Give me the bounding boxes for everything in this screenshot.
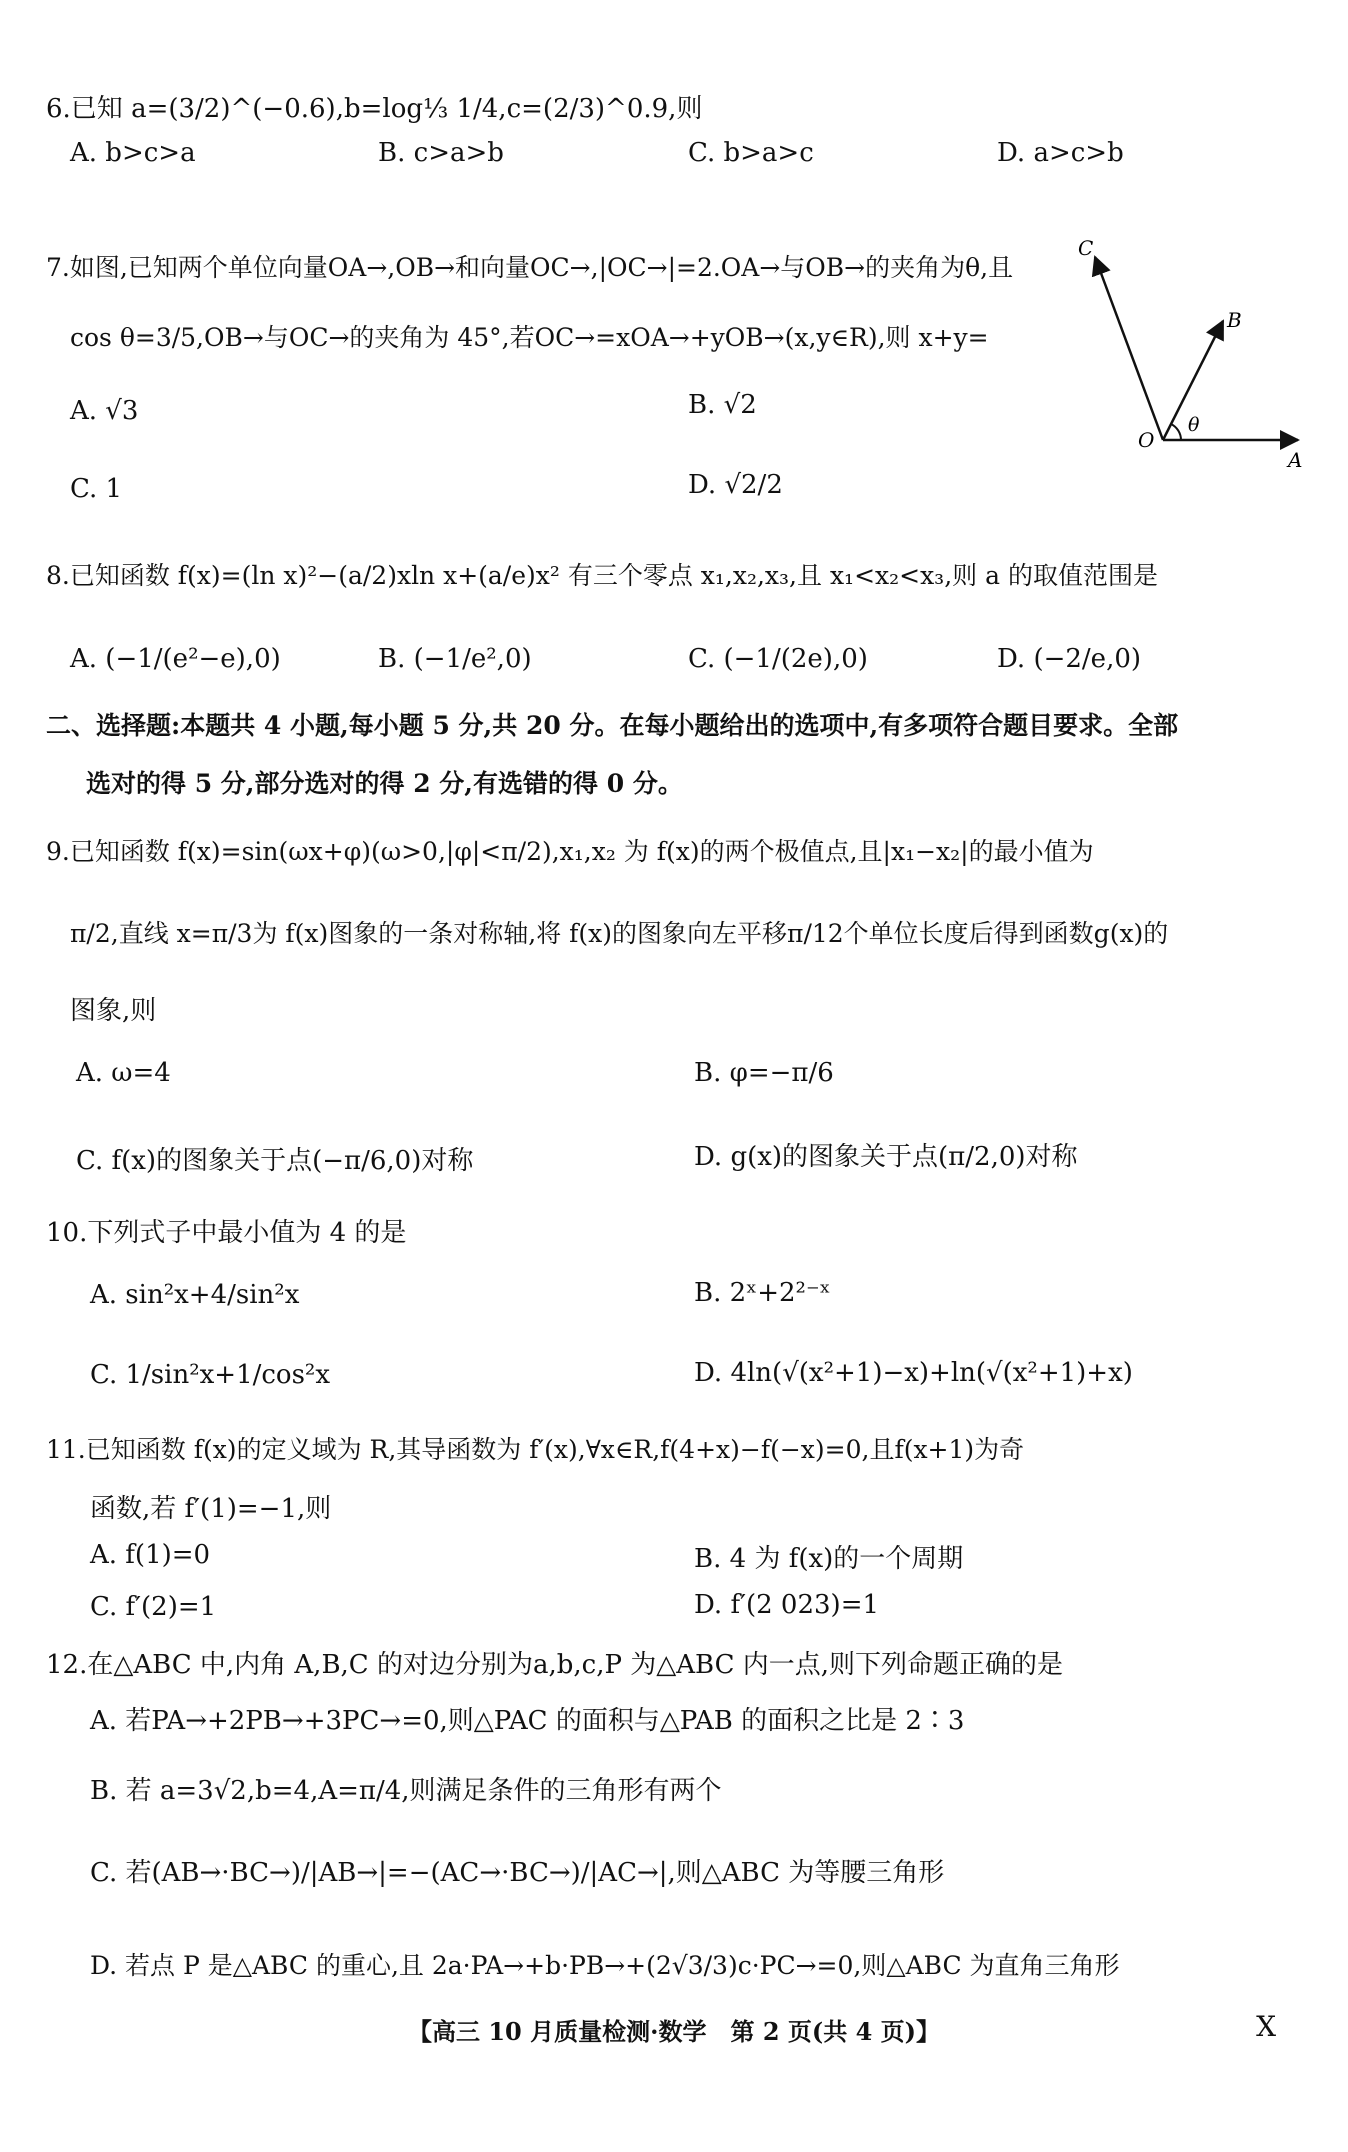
label-c: C	[1078, 236, 1094, 260]
q7-vector-figure	[1060, 235, 1320, 475]
label-o: O	[1138, 428, 1155, 452]
q8-option-b: B. (−1/e²,0)	[378, 644, 532, 674]
q8-option-c: C. (−1/(2e),0)	[688, 644, 868, 674]
theta-arc	[1171, 424, 1181, 440]
q9-line2: π/2,直线 x=π/3为 f(x)图象的一条对称轴,将 f(x)的图象向左平移π/12个单位长度后得到函数g(x)的	[70, 919, 1169, 948]
q10-stem: 10.下列式子中最小值为 4 的是	[46, 1218, 407, 1248]
q11-line2: 函数,若 f′(1)=−1,则	[90, 1494, 332, 1524]
q12-option-c: C. 若(AB→·BC→)/|AB→|=−(AC→·BC→)/|AC→|,则△ABC 为等腰三角形	[90, 1858, 945, 1888]
q11-option-a: A. f(1)=0	[90, 1540, 211, 1570]
page-footer: 【高三 10 月质量检测·数学 第 2 页(共 4 页)】	[408, 2017, 940, 2046]
q6-option-c: C. b>a>c	[688, 138, 814, 168]
q7-stem-line1: 7.如图,已知两个单位向量OA→,OB→和向量OC→,|OC→|=2.OA→与OB→的夹角为θ,且	[46, 253, 1014, 282]
q9-line3: 图象,则	[70, 996, 157, 1026]
q12-option-a: A. 若PA→+2PB→+3PC→=0,则△PAC 的面积与△PAB 的面积之比是 2∶3	[90, 1706, 965, 1736]
q11-option-d: D. f′(2 023)=1	[694, 1590, 880, 1620]
q9-option-d: D. g(x)的图象关于点(π/2,0)对称	[694, 1142, 1078, 1172]
q9-line1: 9.已知函数 f(x)=sin(ωx+φ)(ω>0,|φ|<π/2),x₁,x₂ 为 f(x)的两个极值点,且|x₁−x₂|的最小值为	[46, 837, 1094, 866]
q9-option-c: C. f(x)的图象关于点(−π/6,0)对称	[76, 1146, 474, 1176]
q6-option-b: B. c>a>b	[378, 138, 504, 168]
q10-option-c: C. 1/sin²x+1/cos²x	[90, 1360, 331, 1390]
q8-stem: 8.已知函数 f(x)=(ln x)²−(a/2)xln x+(a/e)x² 有三个零点 x₁,x₂,x₃,且 x₁<x₂<x₃,则 a 的取值范围是	[46, 561, 1158, 590]
q9-option-b: B. φ=−π/6	[694, 1058, 834, 1088]
q11-option-c: C. f′(2)=1	[90, 1592, 217, 1622]
q7-stem-line2: cos θ=3/5,OB→与OC→的夹角为 45°,若OC→=xOA→+yOB→(x,y∈R),则 x+y=	[70, 323, 989, 352]
q10-option-a: A. sin²x+4/sin²x	[90, 1280, 300, 1310]
section2-heading-line1: 二、选择题:本题共 4 小题,每小题 5 分,共 20 分。在每小题给出的选项中,有多项符合题目要求。全部	[46, 711, 1179, 740]
q8-option-d: D. (−2/e,0)	[997, 644, 1142, 674]
q6-option-d: D. a>c>b	[997, 138, 1124, 168]
q6-stem: 6.已知 a=(3/2)^(−0.6),b=log⅓ 1/4,c=(2/3)^0.9,则	[46, 94, 703, 124]
label-theta: θ	[1188, 414, 1200, 436]
label-b: B	[1227, 308, 1242, 332]
q12-stem: 12.在△ABC 中,内角 A,B,C 的对边分别为a,b,c,P 为△ABC 内一点,则下列命题正确的是	[46, 1650, 1064, 1680]
q12-option-d: D. 若点 P 是△ABC 的重心,且 2a·PA→+b·PB→+(2√3/3)c·PC→=0,则△ABC 为直角三角形	[90, 1951, 1120, 1980]
q11-option-b: B. 4 为 f(x)的一个周期	[694, 1544, 964, 1574]
q8-option-a: A. (−1/(e²−e),0)	[70, 644, 281, 674]
q9-option-a: A. ω=4	[76, 1058, 171, 1088]
q11-line1: 11.已知函数 f(x)的定义域为 R,其导函数为 f′(x),∀x∈R,f(4+x)−f(−x)=0,且f(x+1)为奇	[46, 1435, 1025, 1464]
q7-option-c: C. 1	[70, 474, 123, 504]
vector-oc-line	[1095, 257, 1163, 440]
q10-option-b: B. 2ˣ+2²⁻ˣ	[694, 1278, 831, 1308]
q12-option-b: B. 若 a=3√2,b=4,A=π/4,则满足条件的三角形有两个	[90, 1776, 722, 1806]
q7-option-a: A. √3	[70, 396, 139, 426]
section2-heading-line2: 选对的得 5 分,部分选对的得 2 分,有选错的得 0 分。	[86, 769, 683, 798]
q7-option-b: B. √2	[688, 390, 757, 420]
corner-mark: X	[1256, 2010, 1276, 2043]
q7-option-d: D. √2/2	[688, 470, 783, 500]
q10-option-d: D. 4ln(√(x²+1)−x)+ln(√(x²+1)+x)	[694, 1358, 1133, 1388]
label-a: A	[1288, 448, 1303, 472]
q6-option-a: A. b>c>a	[70, 138, 196, 168]
